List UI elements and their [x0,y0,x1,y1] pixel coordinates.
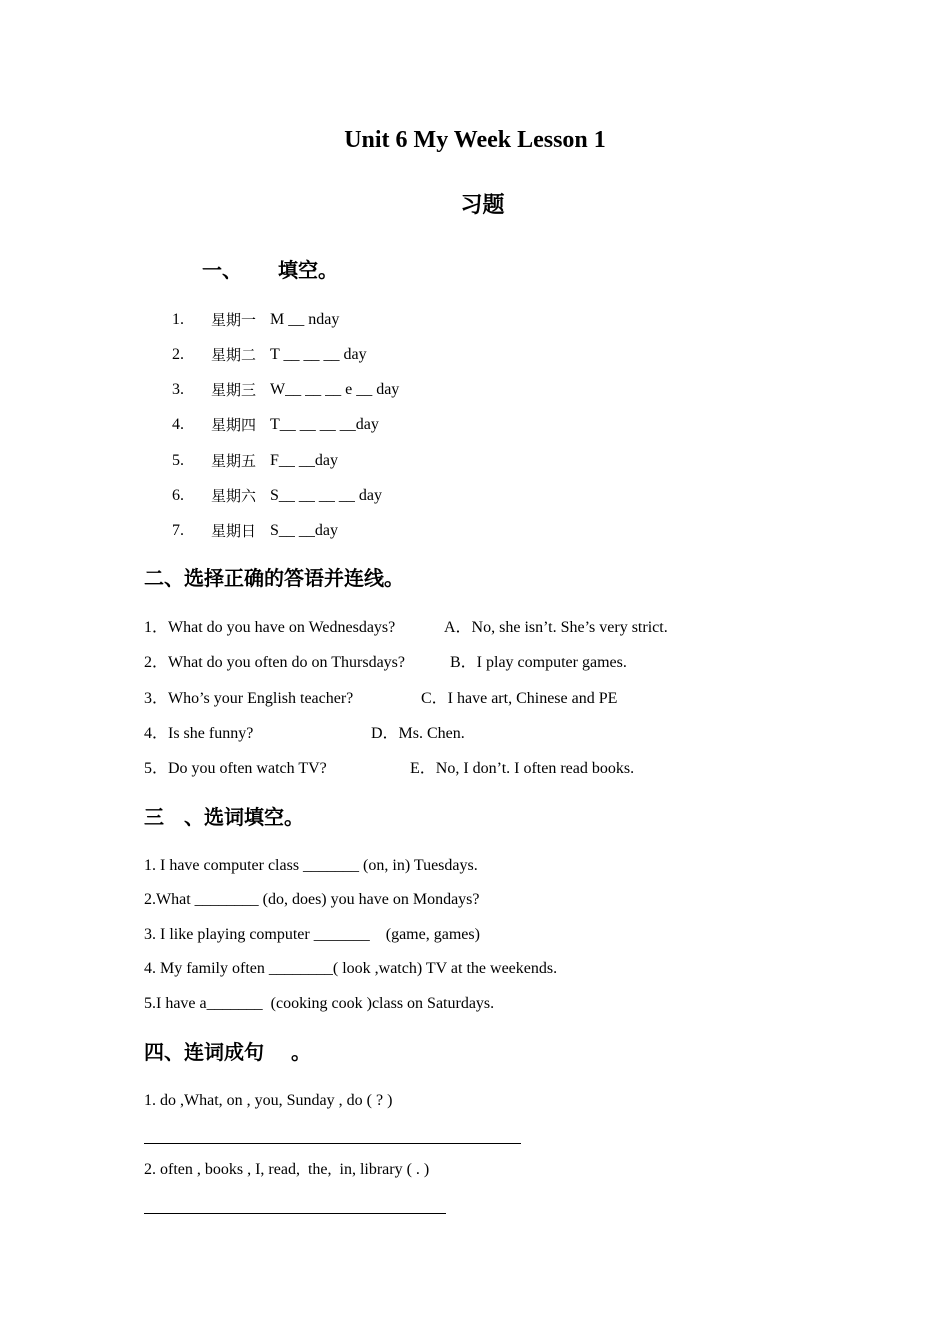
sentence-item-2: 2. often , books , I, read, the, in, library ( . ) [144,1161,430,1178]
day-item-5-cn: 星期五 [211,452,257,470]
section1-title: 填空。 [278,258,338,282]
question-4: 4．Is she funny? [144,725,254,742]
section2-title: 二、选择正确的答语并连线。 [144,566,404,590]
day-item-7-n: 7. [172,522,184,539]
document-subtitle: 习题 [460,193,505,218]
sentence-item-1: 1. do ,What, on , you, Sunday , do ( ? ) [144,1092,393,1109]
question-3: 3．Who’s your English teacher? [144,690,354,707]
day-item-3-n: 3. [172,381,184,398]
day-item-7-cn: 星期日 [211,522,257,540]
fill-item-4: 4. My family often ________( look ,watch) TV at the weekends. [144,960,558,977]
day-item-4-cn: 星期四 [211,416,257,434]
day-item-3-en: W__ __ __ e __ day [270,381,400,398]
fill-item-2: 2.What ________ (do, does) you have on Mondays? [144,891,480,908]
section3-title: 三 、选词填空。 [144,805,304,829]
answer-d: D．Ms. Chen. [371,725,465,742]
day-item-7-en: S__ __day [270,522,338,539]
section1-number: 一、 [202,258,242,282]
day-item-2-cn: 星期二 [211,346,257,364]
day-item-5-en: F__ __day [270,452,338,469]
document-title: Unit 6 My Week Lesson 1 [344,127,606,153]
day-item-2-en: T __ __ __ day [270,346,367,363]
answer-c: C．I have art, Chinese and PE [421,690,618,707]
day-item-6-n: 6. [172,487,184,504]
day-item-1-cn: 星期一 [211,311,257,329]
answer-line-1[interactable] [144,1143,521,1144]
fill-item-5: 5.I have a_______ (cooking cook )class on Saturdays. [144,995,495,1012]
answer-line-2[interactable] [144,1213,446,1214]
day-item-6-en: S__ __ __ __ day [270,487,382,504]
day-item-1-en: M __ nday [270,311,340,328]
question-1: 1．What do you have on Wednesdays? [144,619,396,636]
day-item-5-n: 5. [172,452,184,469]
answer-e: E．No, I don’t. I often read books. [410,760,635,777]
fill-item-1: 1. I have computer class _______ (on, in) Tuesdays. [144,857,478,874]
question-5: 5．Do you often watch TV? [144,760,327,777]
day-item-3-cn: 星期三 [211,381,257,399]
day-item-4-n: 4. [172,416,184,433]
question-2: 2．What do you often do on Thursdays? [144,654,405,671]
day-item-4-en: T__ __ __ __day [270,416,379,433]
day-item-1-n: 1. [172,311,184,328]
section4-title: 四、连词成句 。 [144,1040,311,1064]
answer-a: A．No, she isn’t. She’s very strict. [444,619,668,636]
day-item-2-n: 2. [172,346,184,363]
fill-item-3: 3. I like playing computer _______ (game, games) [144,926,480,943]
day-item-6-cn: 星期六 [211,487,257,505]
answer-b: B．I play computer games. [450,654,627,671]
